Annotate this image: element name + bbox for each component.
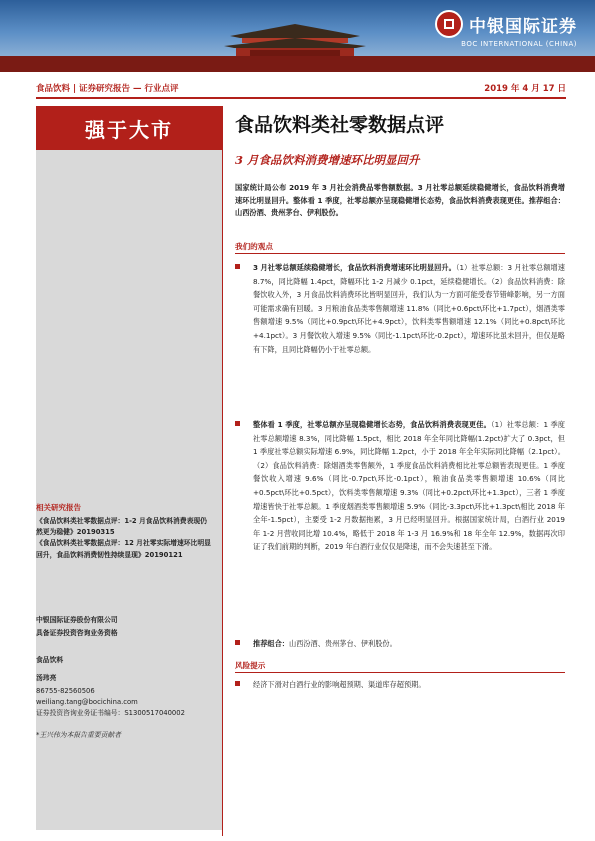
view-bullet-1 <box>235 261 565 356</box>
header-divider <box>36 97 566 99</box>
boc-logo-icon <box>435 10 463 38</box>
header-banner <box>0 0 595 72</box>
bullet-marker-icon <box>235 421 240 426</box>
forbidden-city-hall-image <box>220 22 370 60</box>
views-heading: 我们的观点 <box>235 242 273 251</box>
report-date: 2019 年 4 月 17 日 <box>484 84 566 94</box>
brand-name-cn: 中银国际证券 <box>469 16 577 37</box>
risk-bullet <box>235 678 565 692</box>
bullet-lead: 整体看 1 季度，社零总额亦呈现稳健增长态势，食品饮料消费表现更佳。 <box>253 420 491 429</box>
analyst-contact: 86755-82560506 weiliang.tang@bocichina.com 证券投资咨询业务证书编号：S1300517040002 <box>36 687 185 717</box>
column-divider <box>222 106 223 836</box>
sector-label: 食品饮料 <box>36 656 64 664</box>
bullet-body: 山西汾酒、贵州茅台、伊利股份。 <box>288 639 397 648</box>
risk-rule <box>235 672 565 673</box>
bullet-lead: 推荐组合： <box>253 639 289 648</box>
related-reports-list: 《食品饮料类社零数据点评：1-2 月食品饮料消费表现仍然更为稳健》20190315 《食品饮料类社零数据点评：12 月社零实际增速环比明显回升，食品饮料消费韧性持续显现》20190121 <box>36 517 211 559</box>
brand-name-en: BOC INTERNATIONAL (CHINA) <box>461 40 577 48</box>
firm-info: 中银国际证券股份有限公司 具备证券投资咨询业务资格 <box>36 616 118 637</box>
report-title: 食品饮料类社零数据点评 <box>235 114 445 136</box>
report-meta <box>36 82 566 96</box>
report-category: 食品饮料 | 证券研究报告 — 行业点评 <box>36 84 179 94</box>
views-rule <box>235 253 565 254</box>
bullet-body: （1）社零总额：1 季度社零总额增速 8.3%，同比降幅 1.5pct，相比 2018 年全年同比降幅(1.2pct)扩大了 0.3pct，但 1 季度社零总额实际增速 6.9%，同比降幅 1.2pct，小于 2018 年全年实际同比降幅（2.1pct）。（2）食品饮料消费：除烟酒类零售额外，1 季度食品饮料消费相比社零总额皆表现更佳。1 季度餐饮收入增速 9.6%（同比-0.7pct\环比-0.1pct），粮油食品类零售额增速 10.6%（同比+0.5pct\环比+0.5pct），饮料类零售额增速 9.3%（同比+0.2pct\环比+1.3pct），三者 1 季度增速皆快于社零总额。1 季度烟酒类零售额增速 5.9%（同比-3.3pct\环比+1.3pct\相比 2018 年全年-1.5pct），主要受 1-2 月数据拖累，3 月已经明显回升。根据国家统计局，白酒行业 2019 年 1-2 月营收同比增 10.4%，略低于 2018 年 1-3 月 16.9%和 18 年全年 12.9%，数据再次印证了我们前期的判断，2019 年白酒行业仅仅是降速，而不会失速甚至下滑。 <box>253 420 565 552</box>
analyst-name: 汤玮亮 <box>36 674 57 682</box>
report-subtitle: 3 月食品饮料消费增速环比明显回升 <box>235 153 420 167</box>
brand-logo <box>435 10 577 48</box>
sidebar-panel <box>36 150 222 830</box>
related-reports-heading: 相关研究报告 <box>36 503 81 512</box>
view-bullet-2 <box>235 418 565 554</box>
rating-badge: 强于大市 <box>36 106 222 150</box>
risk-text: 经济下滑对白酒行业的影响超预期、渠道库存超预期。 <box>253 680 426 689</box>
risk-heading: 风险提示 <box>235 661 266 670</box>
bullet-marker-icon <box>235 264 240 269</box>
view-bullet-3 <box>235 637 565 651</box>
bullet-marker-icon <box>235 640 240 645</box>
bullet-body: （1）社零总额：3 月社零总额增速 8.7%，同比降幅 1.4pct，降幅环比 1-2 月减少 0.1pct，延续稳健增长。（2）食品饮料消费：除餐饮收入外，3 月食品饮料消费环比皆明显回升，我们认为一方面可能受春节错峰影响，另一方面可能需求确有回暖。3 月粮油食品类零售额增速 11.8%（同比+0.6pct\环比+1.7pct），烟酒类零售额增速 9.5%（同比+0.9pct\环比+4.9pct），饮料类零售额增速 12.1%（同比+0.8pct\环比+4.1pct）。3 月餐饮收入增速 9.5%（同比-1.1pct\环比-0.2pct），增速环比虽未回升，但仅是略有下降，且同比降幅仍小于社零总额。 <box>253 263 565 354</box>
summary-paragraph: 国家统计局公布 2019 年 3 月社会消费品零售额数据。3 月社零总额延续稳健增长，食品饮料消费增速环比明显回升。整体看 1 季度，社零总额亦呈现稳健增长态势，食品饮料消费表现更佳。推荐组合：山西汾酒、贵州茅台、伊利股份。 <box>235 183 565 218</box>
bullet-marker-icon <box>235 681 240 686</box>
palace-wall <box>0 56 595 72</box>
contributor-note: *王兴伟为本报告重要贡献者 <box>36 731 121 739</box>
bullet-lead: 3 月社零总额延续稳健增长，食品饮料消费增速环比明显回升。 <box>253 263 456 272</box>
